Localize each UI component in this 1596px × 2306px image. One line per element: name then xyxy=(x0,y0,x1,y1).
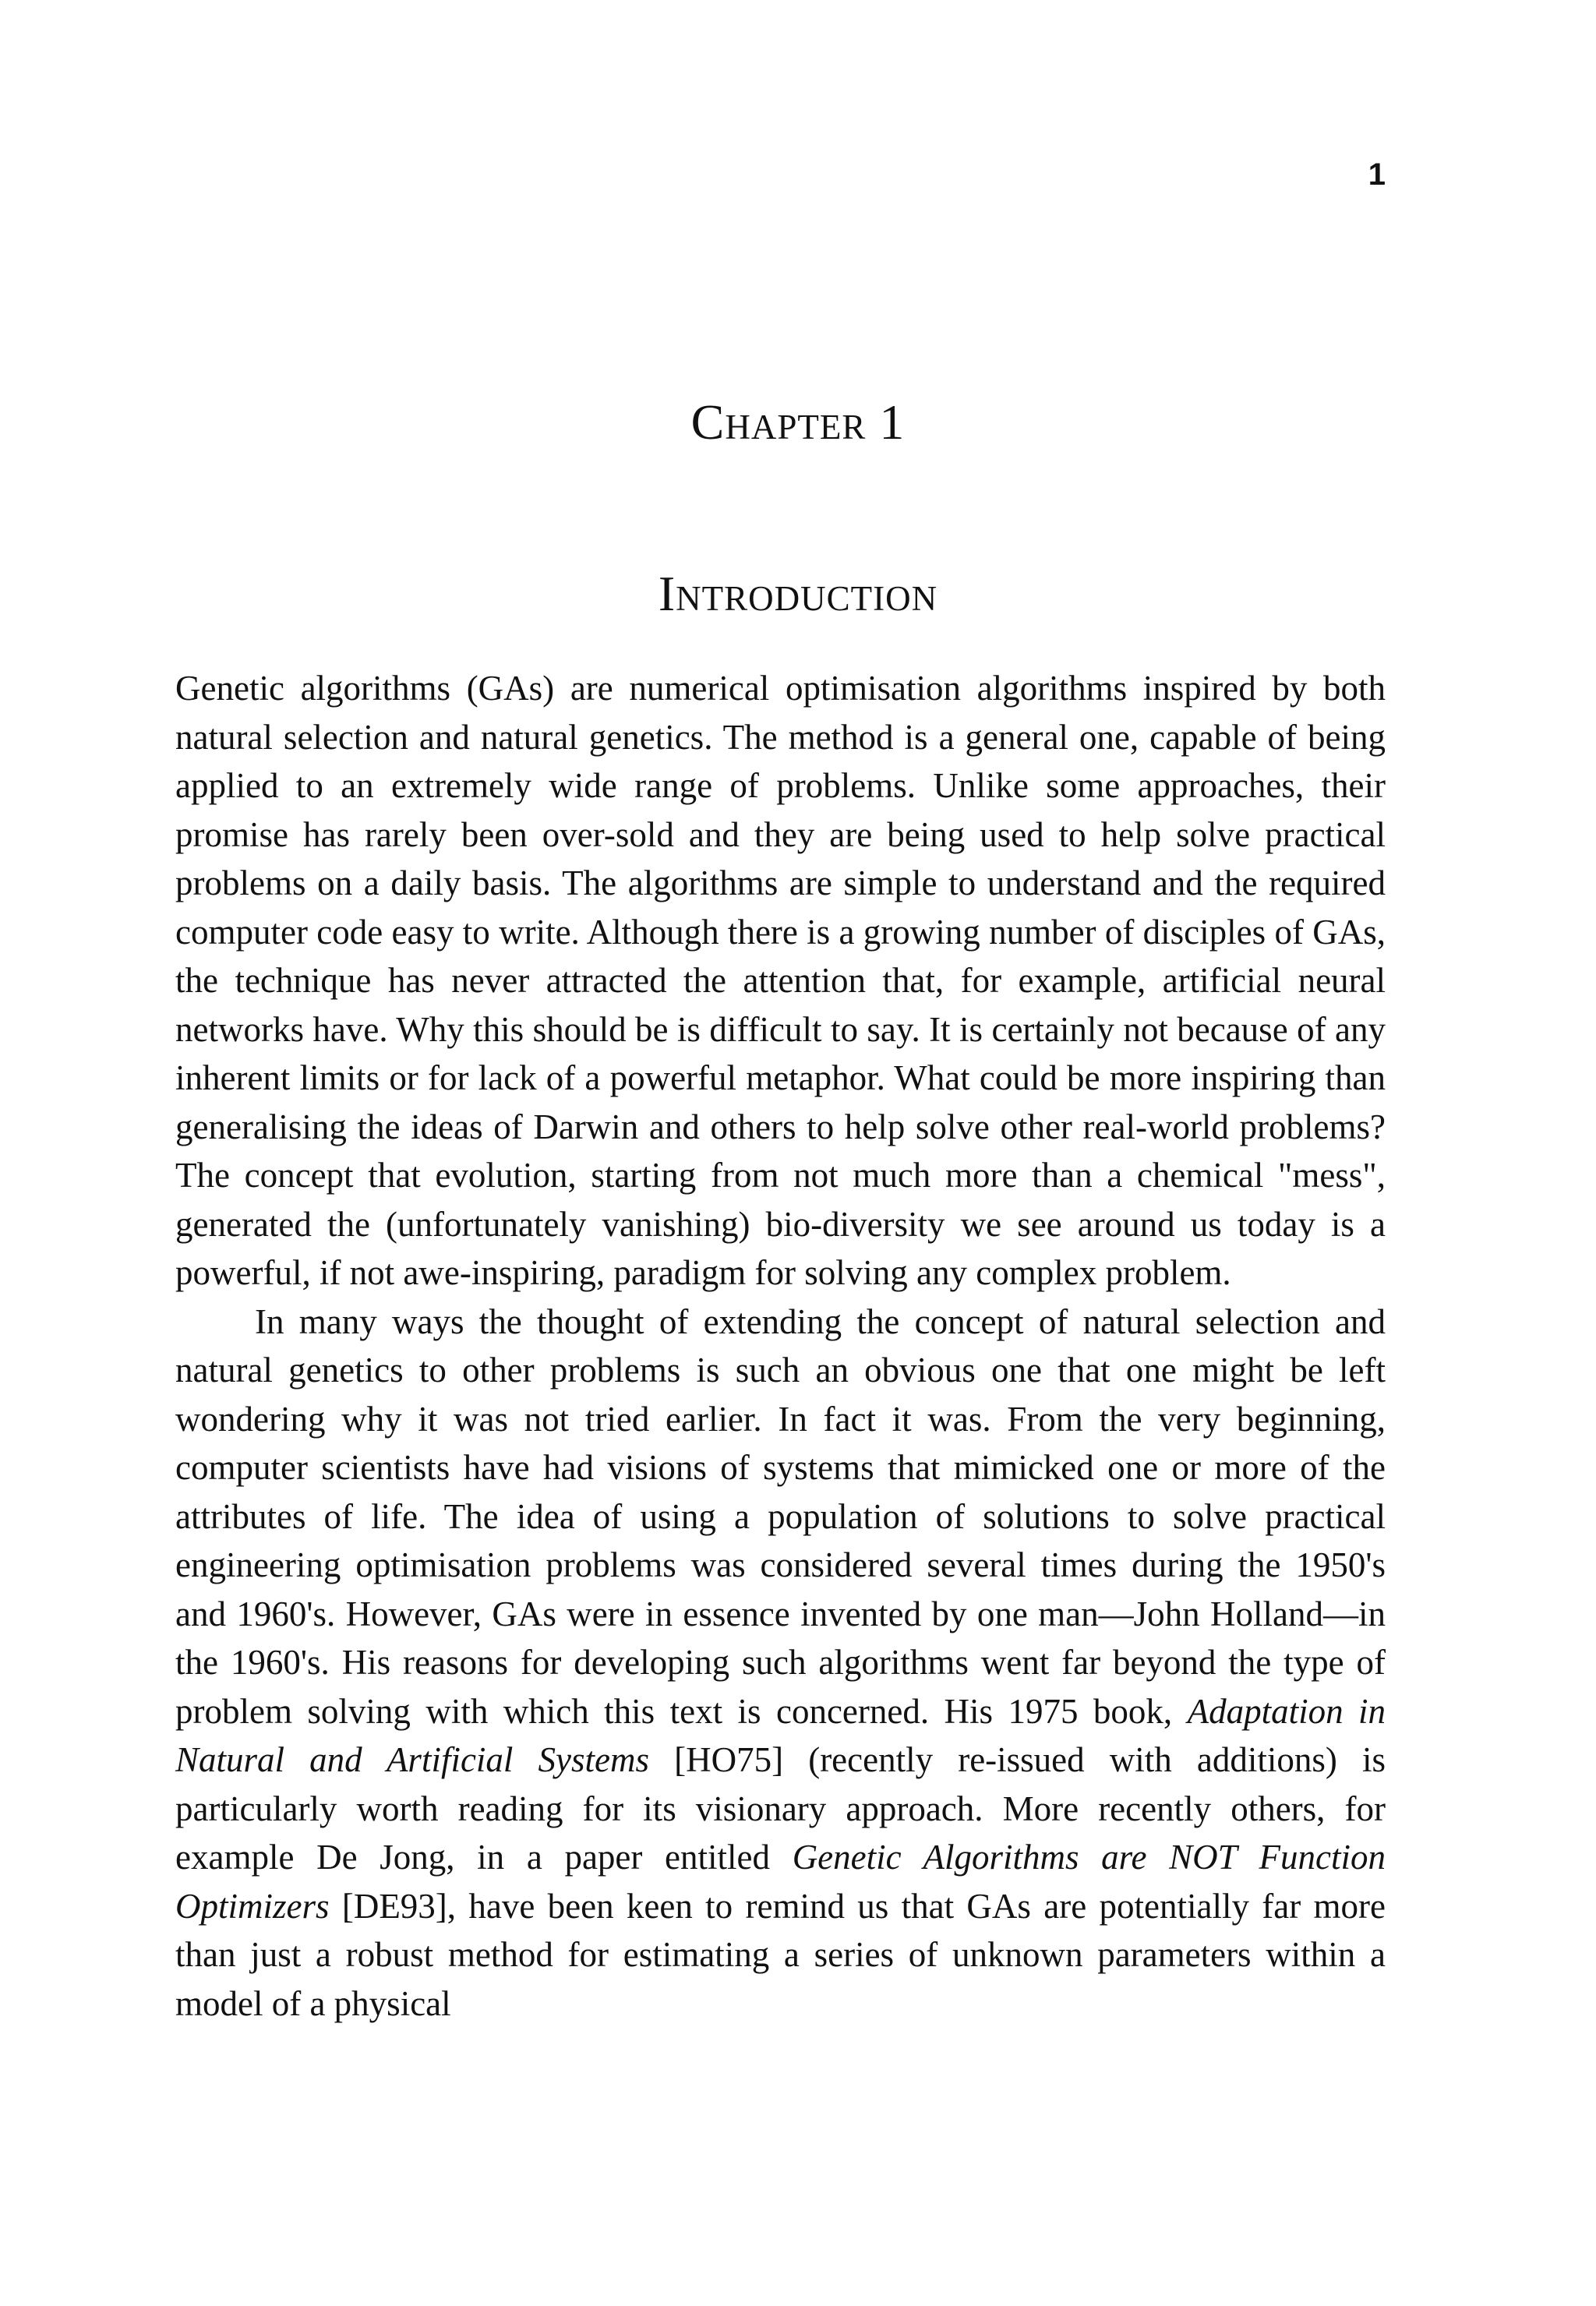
paragraph: Genetic algorithms (GAs) are numerical optimisation algorithms inspired by both natural selection and natural genetics. The method is a general one, capable of being applied to an extremely wide range of problems. Unlike some approaches, their promise has rarely been over-sold and they are being used to help solve practical problems on a daily basis. The algorithms are simple to understand and the required computer code easy to write. Although there is a growing number of disciples of GAs, the technique has never attracted the attention that, for example, artificial neural networks have. Why this should be is difficult to say. It is certainly not because of any inherent limits or for lack of a powerful metaphor. What could be more inspiring than generalising the ideas of Darwin and others to help solve other real-world problems? The concept that evolution, starting from not much more than a chemical "mess", generated the (unfortunately vanishing) bio-diversity we see around us today is a powerful, if not awe-inspiring, paradigm for solving any complex problem. xyxy=(175,669,1386,1292)
paragraph xyxy=(175,1298,1386,2029)
body-text xyxy=(175,664,1386,2028)
paragraph-text: [DE93], have been keen to remind us that GAs are potentially far more than just a robust method for estimating a series of unknown parameters within a model of a physical xyxy=(175,1886,1386,2023)
page-number: 1 xyxy=(1368,157,1386,192)
chapter-label: Chapter 1 xyxy=(690,394,906,450)
paragraph-text: [HO75] (recently re-issued with additions) is particularly worth reading for its visionary approach. More recently others, for example De Jong, in a paper entitled xyxy=(175,1740,1386,1877)
book-title: Adaptation in Natural and Artificial Systems xyxy=(175,1691,1386,1779)
paragraph-text: In many ways the thought of extending the concept of natural selection and natural genetics to other problems is such an obvious one that one might be left wondering why it was not tried earlier. In fact it was. From the very beginning, computer scientists have had visions of systems that mimicked one or more of the attributes of life. The idea of using a population of solutions to solve practical engineering optimisation problems was considered several times during the 1950's and 1960's. However, GAs were in essence invented by one man—John Holland—in the 1960's. His reasons for developing such algorithms went far beyond the type of problem solving with which this text is concerned. His 1975 book, xyxy=(175,1301,1386,1731)
paper-title: Genetic Algorithms are NOT Function Optimizers xyxy=(175,1838,1386,1926)
chapter-title: Introduction xyxy=(658,566,938,621)
